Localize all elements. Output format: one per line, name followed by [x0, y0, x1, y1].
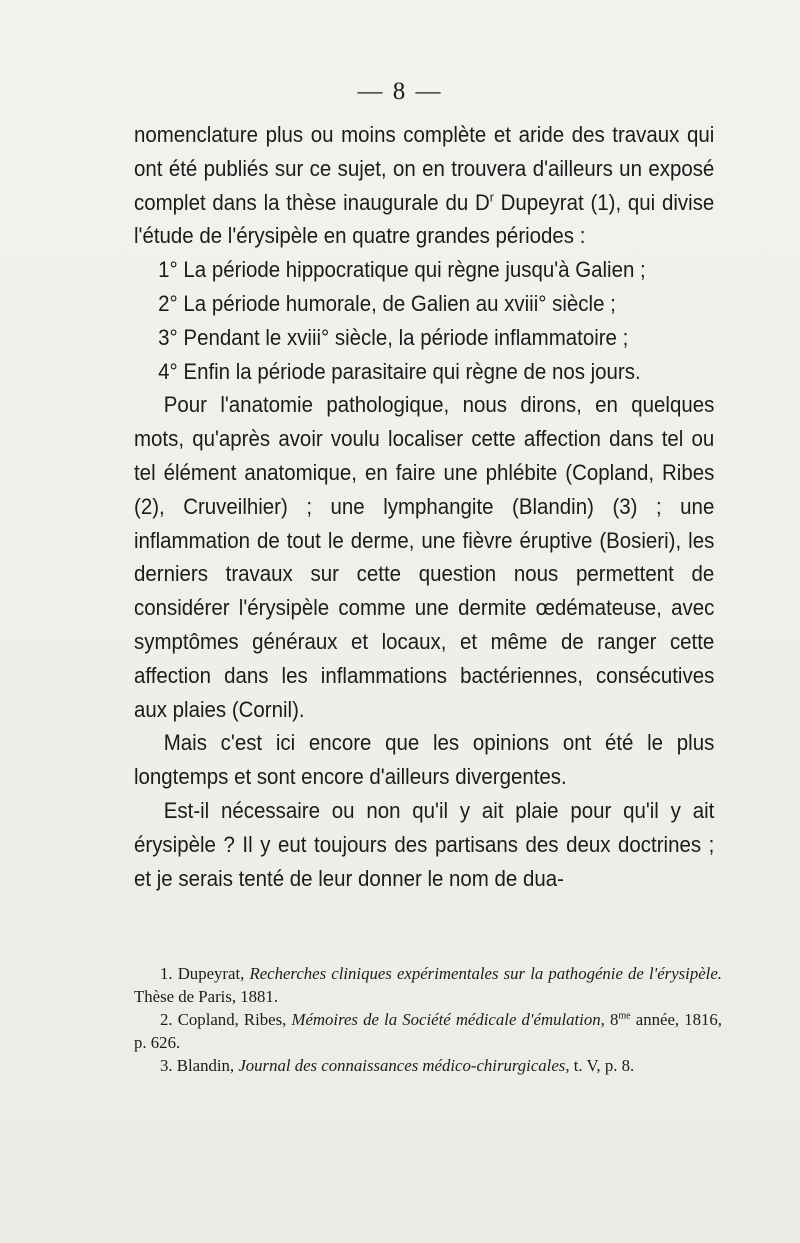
period-item-2: 2° La période humorale, de Galien au xviii° siècle ; [158, 290, 616, 316]
paragraph-wound-question: Est-il nécessaire ou non qu'il y ait plaie pour qu'il y ait érysipèle ? Il y eut toujours des partisans des deux doctrines ; et je serais tenté de leur donner le nom de dua- [134, 797, 715, 891]
period-item-3: 3° Pendant le xviii° siècle, la période inflammatoire ; [158, 324, 629, 350]
footnote-2-source: année, 1816, p. 626. [134, 1010, 722, 1052]
paragraph-intro-text: nomenclature plus ou moins complète et aride des travaux qui ont été publiés sur ce sujet, on en trouvera d'ailleurs un exposé complet dans la thèse inaugurale du D [134, 122, 715, 215]
footnote-3-source: t. V, p. 8. [569, 1056, 635, 1075]
doctor-superscript: r [489, 189, 494, 205]
footnote-1-source: Thèse de Paris, 1881. [134, 987, 279, 1006]
paragraph-opinions: Mais c'est ici encore que les opinions ont été le plus longtemps et sont encore d'ailleurs divergentes. [134, 730, 715, 790]
footnote-3-author: 3. Blandin, [160, 1056, 239, 1075]
period-item-4: 4° Enfin la période parasitaire qui règne de nos jours. [158, 358, 641, 384]
main-text [134, 118, 714, 895]
footnote-2-superscript: me [618, 1010, 631, 1022]
footnote-1 [134, 962, 722, 1008]
footnote-2-author: 2. Copland, Ribes, [160, 1010, 292, 1029]
period-item-1: 1° La période hippocratique qui règne jusqu'à Galien ; [158, 257, 646, 283]
paragraph-intro [134, 118, 714, 253]
footnotes [134, 962, 722, 1077]
footnote-2-title: Mémoires de la Société médicale d'émulation, [291, 1010, 605, 1029]
footnote-1-author: 1. Dupeyrat, [160, 964, 250, 983]
paragraph-intro-rest: Dupeyrat (1), qui divise l'étude de l'érysipèle en quatre grandes périodes : [134, 189, 715, 249]
footnote-2 [134, 1008, 722, 1054]
footnote-3 [134, 1054, 722, 1077]
paragraph-anatomy: Pour l'anatomie pathologique, nous dirons, en quelques mots, qu'après avoir voulu localiser cette affection dans tel ou tel élément anatomique, en faire une phlébite (Copland, Ribes (2), Cruveilhier) ; une lymphangite (Blandin) (3) ; une inflammation de tout le derme, une fièvre éruptive (Bosieri), les derniers travaux sur cette question nous permettent de considérer l'érysipèle comme une dermite œdémateuse, avec symptômes généraux et locaux, et même de ranger cette affection dans les inflammations bactériennes, consécutives aux plaies (Cornil). [134, 392, 715, 722]
footnote-2-edition: 8 [604, 1010, 619, 1029]
page-number: — 8 — [357, 78, 443, 105]
footnote-1-title: Recherches cliniques expérimentales sur la pathogénie de l'érysipèle. [249, 964, 722, 983]
footnote-3-title: Journal des connaissances médico-chirurgicales, [238, 1056, 570, 1075]
